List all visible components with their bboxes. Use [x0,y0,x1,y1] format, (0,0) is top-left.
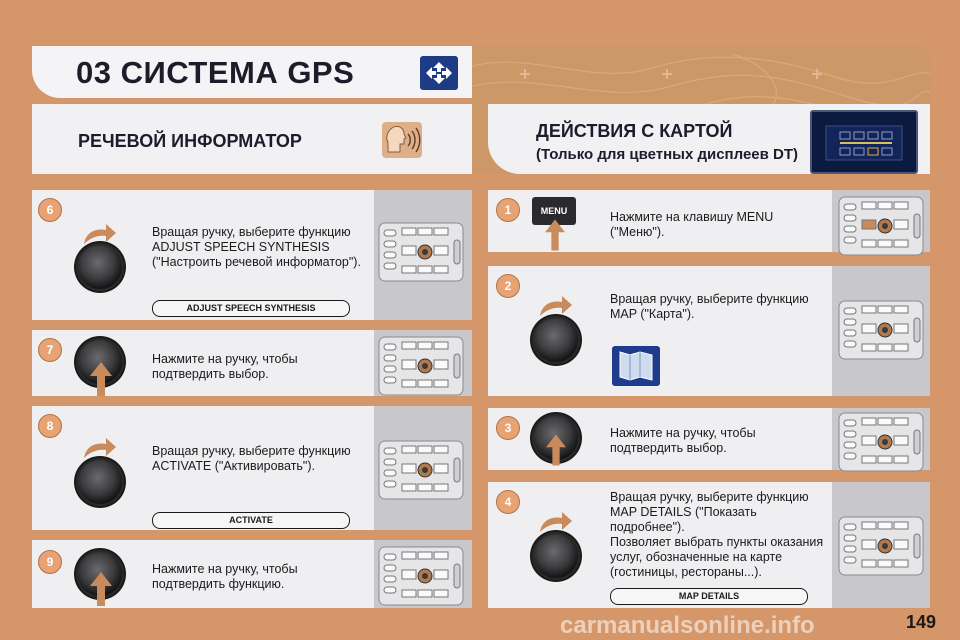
step-number-badge: 2 [496,274,520,298]
press-arrow-icon [545,219,565,256]
step-number-badge: 3 [496,416,520,440]
step-6-text: Вращая ручку, выберите функцию ADJUST SPEECH SYNTHESIS ("Настроить речевой информатор"). [152,225,361,269]
radio-unit-icon [838,516,926,583]
press-arrow-icon [90,572,112,611]
radio-unit-icon [378,336,466,403]
radio-unit-icon [838,412,926,479]
radio-unit-icon [378,440,466,507]
step-3-text: Нажмите на ручку, чтобы подтвердить выбор. [610,426,756,455]
step-4-text: Вращая ручку, выберите функцию MAP DETAILS ("Показать подробнее"). Позволяет выбрать пункты оказания услуг, обозначенные на карте (гостиницы, рестораны...). [610,490,824,579]
step-6-function-label: ADJUST SPEECH SYNTHESIS [152,300,350,317]
step-number-badge: 8 [38,414,62,438]
step-8-function-label: ACTIVATE [152,512,350,529]
page-title: 03 СИСТЕМА GPS [76,55,355,90]
step-number-badge: 1 [496,198,520,222]
knob-icon [530,314,582,366]
radio-unit-icon [378,546,466,613]
step-2-text: Вращая ручку, выберите функцию MAP ("Карта"). [610,292,809,321]
radio-unit-icon [838,300,926,367]
step-9-text: Нажмите на ручку, чтобы подтвердить функцию. [152,562,298,591]
step-number-badge: 9 [38,550,62,574]
knob-icon [74,456,126,508]
right-section-title: ДЕЙСТВИЯ С КАРТОЙ [536,121,733,141]
step-4-function-label: MAP DETAILS [610,588,808,605]
step-8-text: Вращая ручку, выберите функцию ACTIVATE ("Активировать"). [152,444,351,473]
radio-unit-icon [378,222,466,289]
gps-arrows-icon [420,56,458,90]
step-number-badge: 7 [38,338,62,362]
page-number: 149 [906,612,937,632]
press-arrow-icon [90,362,112,401]
press-arrow-icon [546,434,566,471]
radio-unit-icon [838,196,926,263]
step-number-badge: 4 [496,490,520,514]
knob-icon [74,241,126,293]
step-number-badge: 6 [38,198,62,222]
step-7-text: Нажмите на ручку, чтобы подтвердить выбор. [152,352,298,381]
step-1-text: Нажмите на клавишу MENU ("Меню"). [610,210,774,239]
display-screen-icon [810,110,918,174]
speech-head-icon [382,122,422,158]
watermark: carmanualsonline.info [560,612,815,639]
knob-icon [530,530,582,582]
right-section-subtitle: (Только для цветных дисплеев DT) [536,146,799,163]
folded-map-icon [612,346,660,386]
left-section-title: РЕЧЕВОЙ ИНФОРМАТОР [78,131,302,151]
menu-button-icon: MENU [532,197,576,225]
